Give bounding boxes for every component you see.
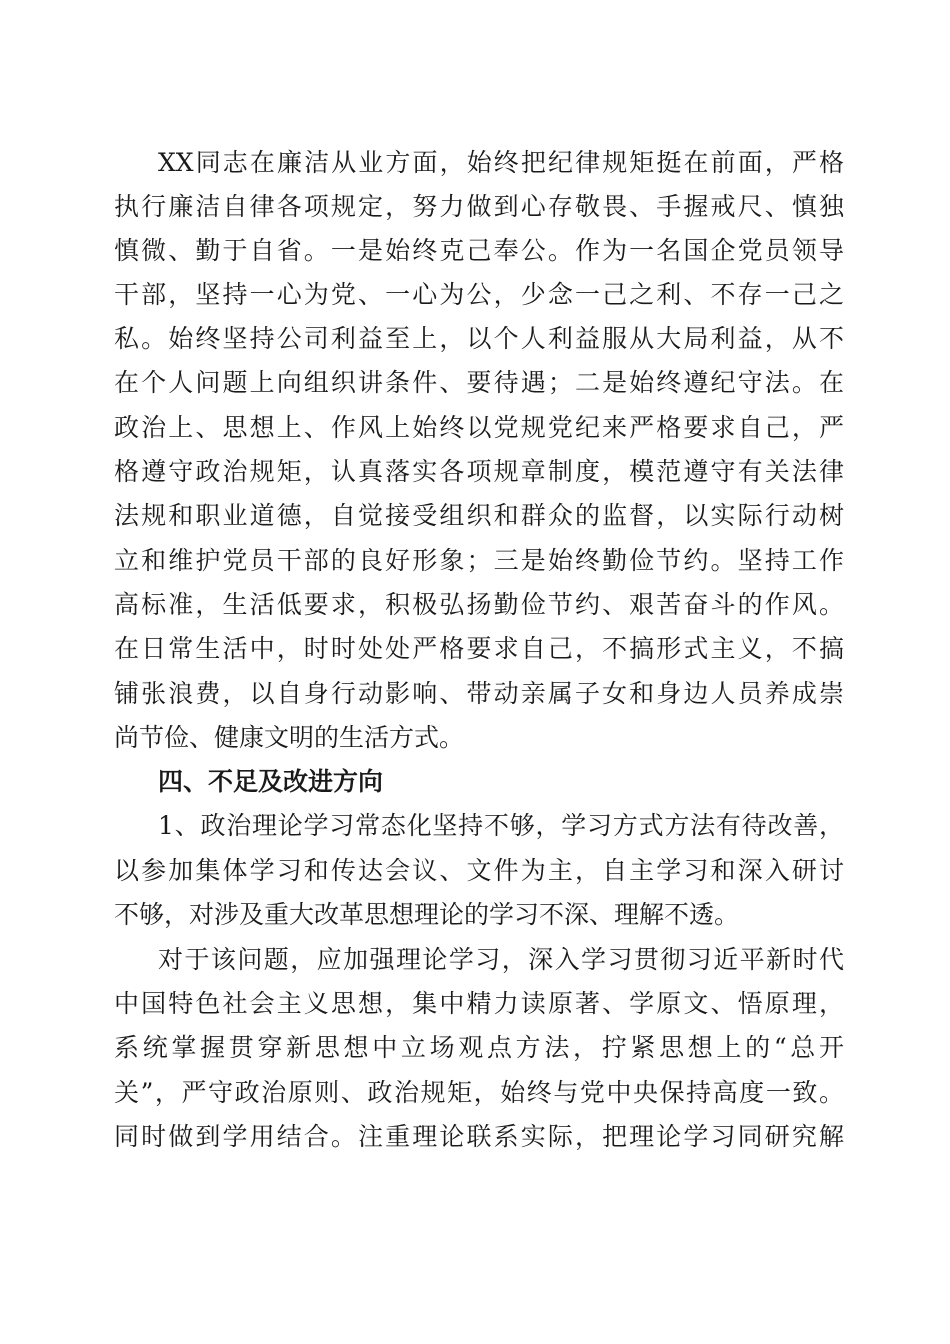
paragraph-3-line: 对于该问题，应加强理论学习，深入学习贯彻习近平新时代 (158, 945, 844, 974)
paragraph-3-line: 关”，严守政治原则、政治规矩，始终与党中央保持高度一致。 (114, 1078, 844, 1107)
paragraph-2-line: 1、政治理论学习常态化坚持不够，学习方式方法有待改善， (158, 811, 844, 840)
paragraph-1-line: 法规和职业道德，自觉接受组织和群众的监督，以实际行动树 (114, 501, 844, 530)
paragraph-1-line: 政治上、思想上、作风上始终以党规党纪来严格要求自己，严 (114, 413, 844, 442)
paragraph-3-line: 系统掌握贯穿新思想中立场观点方法，拧紧思想上的“总开 (114, 1033, 844, 1062)
paragraph-2-line: 以参加集体学习和传达会议、文件为主，自主学习和深入研讨 (114, 856, 844, 885)
paragraph-3-line: 中国特色社会主义思想，集中精力读原著、学原文、悟原理， (114, 989, 844, 1018)
paragraph-3-line: 同时做到学用结合。注重理论联系实际，把理论学习同研究解 (114, 1122, 844, 1151)
paragraph-1-line: 私。始终坚持公司利益至上，以个人利益服从大局利益，从不 (114, 324, 844, 353)
paragraph-1-line: 执行廉洁自律各项规定，努力做到心存敬畏、手握戒尺、慎独 (114, 192, 844, 221)
paragraph-1-last-line: 尚节俭、健康文明的生活方式。 (114, 723, 465, 752)
section-heading: 四、不足及改进方向 (158, 767, 384, 796)
paragraph-1-line: 铺张浪费，以自身行动影响、带动亲属子女和身边人员养成崇 (114, 679, 844, 708)
paragraph-1-line: 在个人问题上向组织讲条件、要待遇；二是始终遵纪守法。在 (114, 368, 844, 397)
paragraph-2-last-line: 不够，对涉及重大改革思想理论的学习不深、理解不透。 (114, 900, 740, 929)
paragraph-1-line: XX同志在廉洁从业方面，始终把纪律规矩挺在前面，严格 (158, 148, 844, 177)
paragraph-1-line: 慎微、勤于自省。一是始终克己奉公。作为一名国企党员领导 (114, 236, 844, 265)
paragraph-1-line: 干部，坚持一心为党、一心为公，少念一己之利、不存一己之 (114, 280, 844, 309)
paragraph-1-line: 高标准，生活低要求，积极弘扬勤俭节约、艰苦奋斗的作风。 (114, 590, 844, 619)
paragraph-1-line: 在日常生活中，时时处处严格要求自己，不搞形式主义，不搞 (114, 634, 844, 663)
paragraph-1-line: 立和维护党员干部的良好形象；三是始终勤俭节约。坚持工作 (114, 546, 844, 575)
paragraph-1-line: 格遵守政治规矩，认真落实各项规章制度，模范遵守有关法律 (114, 457, 844, 486)
